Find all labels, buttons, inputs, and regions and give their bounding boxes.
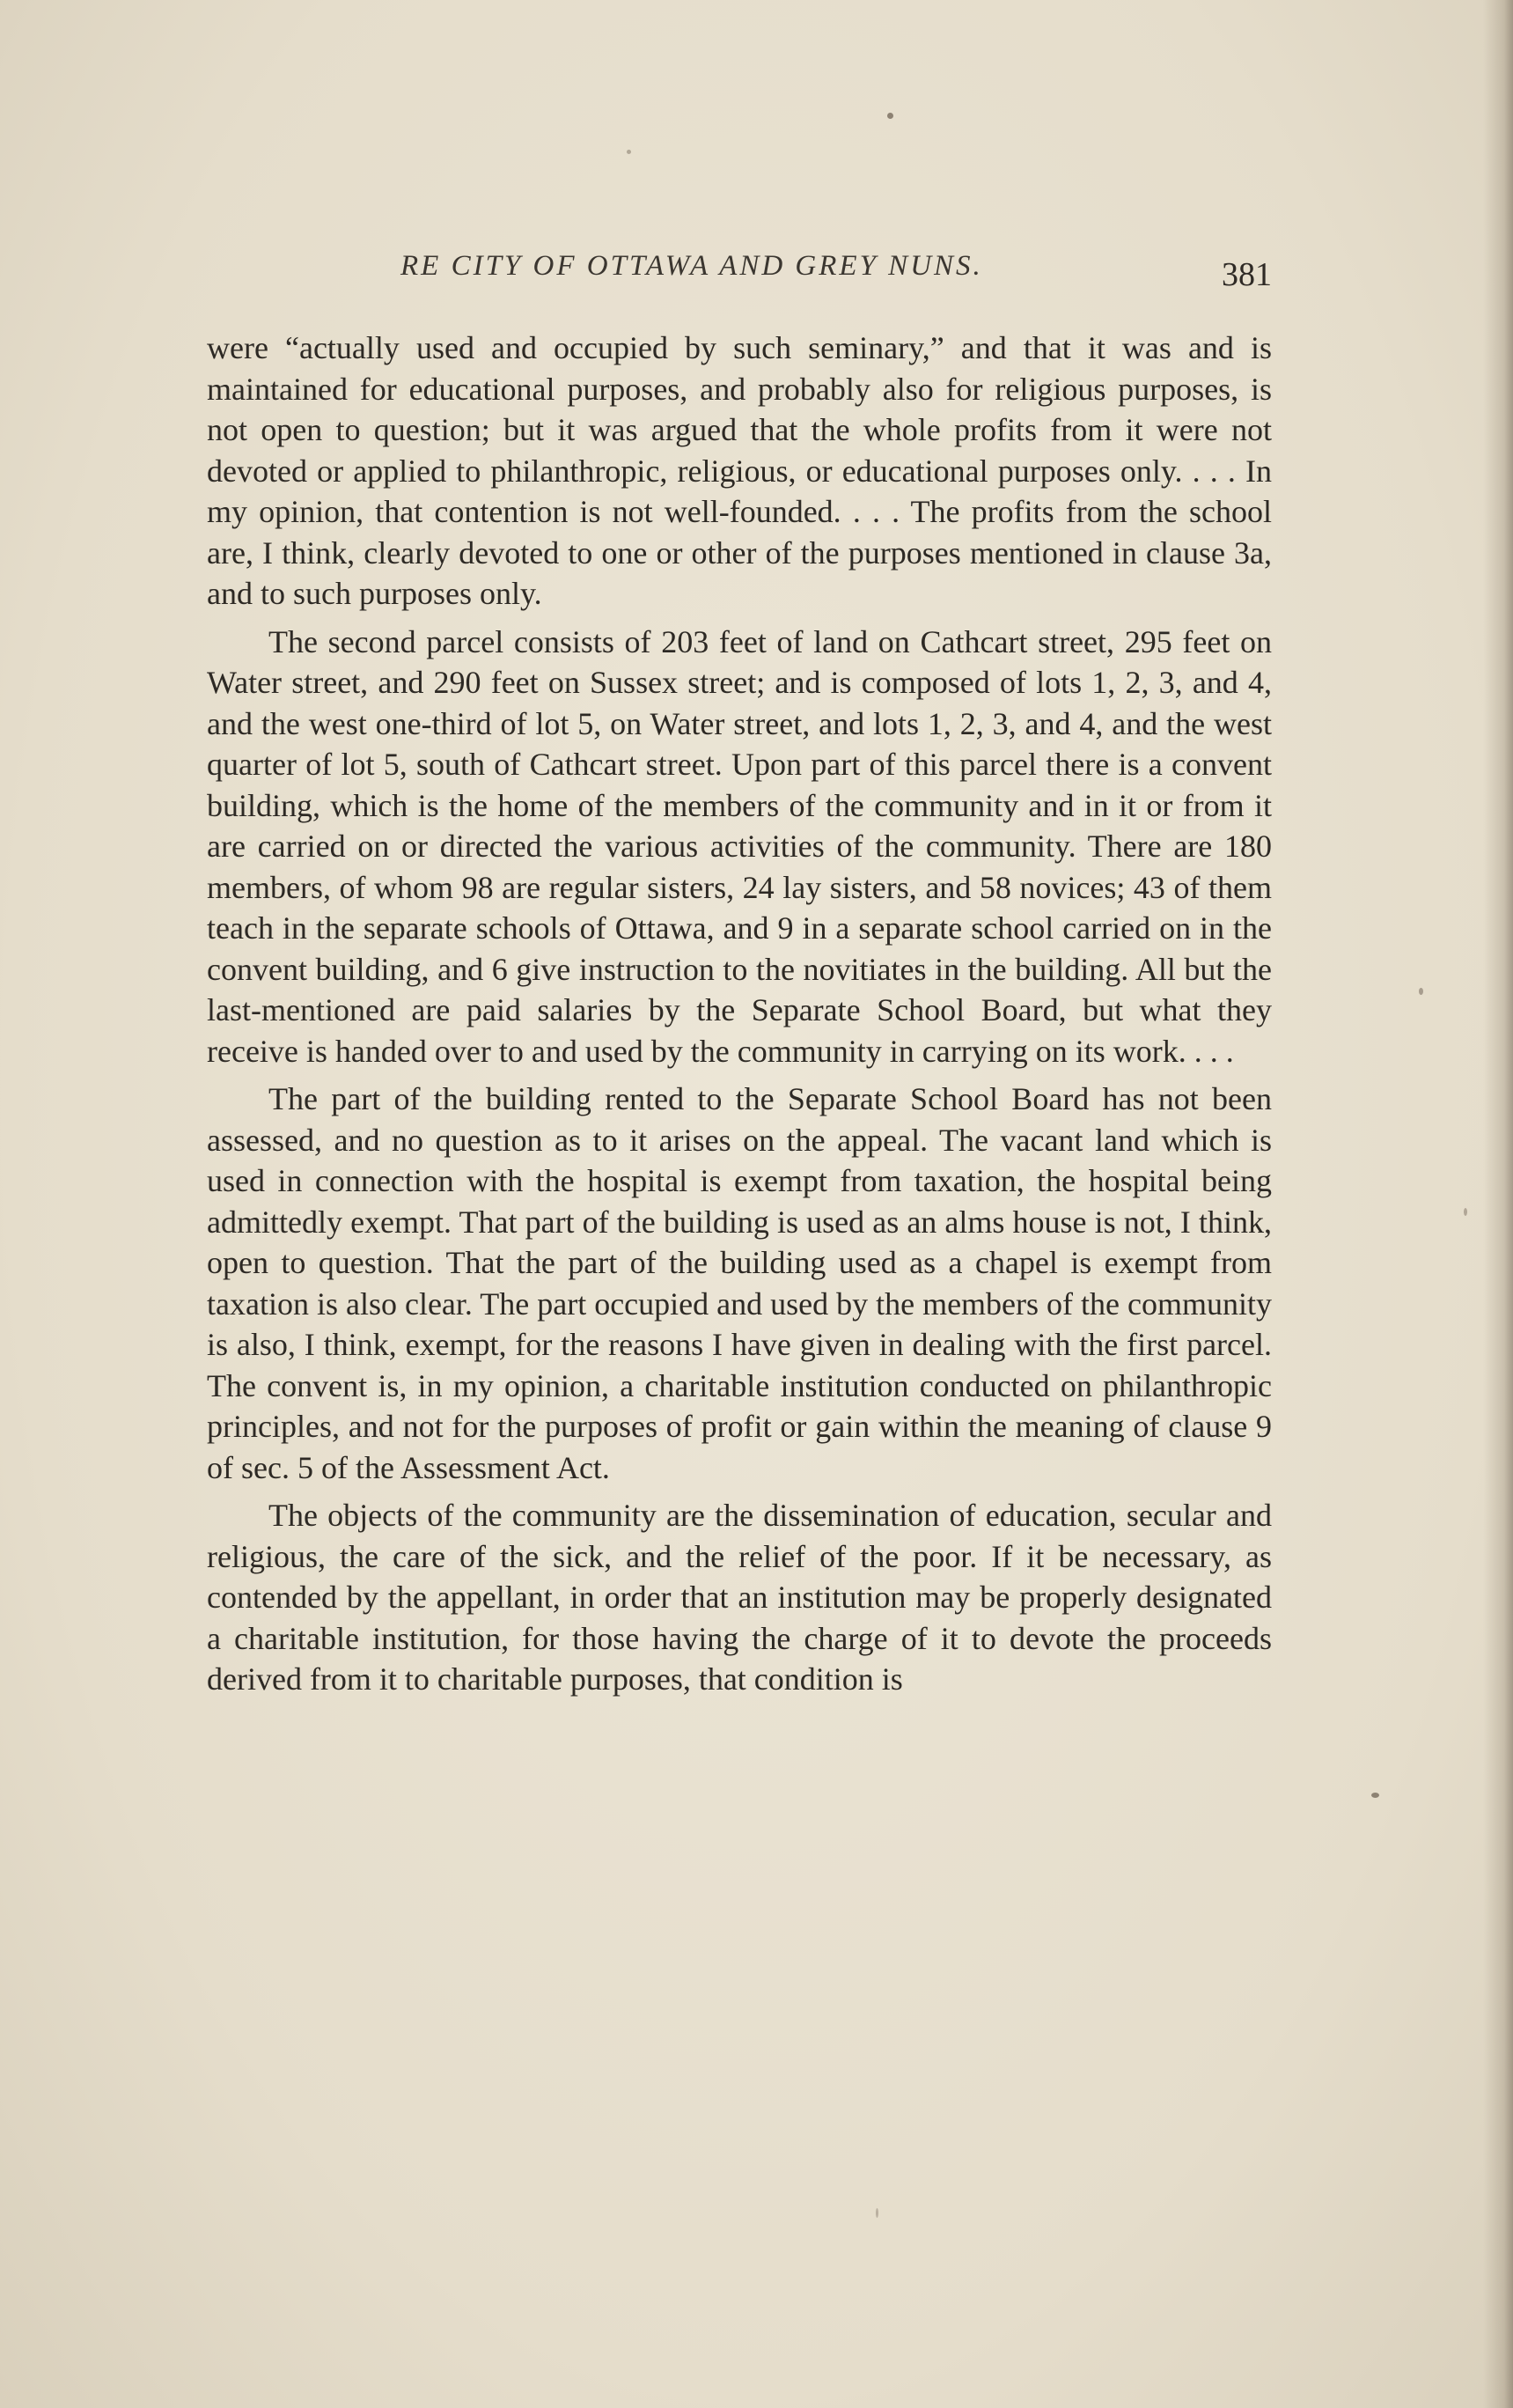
paragraph-continuation: were “actually used and occupied by such seminary,” and that it was and is maintained for educational purposes, and probably also for religious purposes, is not open to question; but it was argued that the whole profits from it were not devoted or applied to philanthropic, religious, or educational purposes only. . . . In my opinion, that contention is not well-founded. . . . The profits from the school are, I think, clearly devoted to one or other of the purposes mentioned in clause 3a, and to such purposes only. [207,330,1272,611]
paper-speck [1419,988,1423,995]
page-number: 381 [1222,256,1272,293]
paragraph-community-objects: The objects of the community are the dissemination of education, secular and religious, the care of the sick, and the relief of the poor. If it be necessary, as contended by the appellant, in order that an institution may be properly designated a charitable institution, for those having the charge of it to devote the proceeds derived from it to charitable purposes, that condition is [207,1498,1272,1697]
page-edge-shadow [1483,0,1513,2408]
running-title: RE CITY OF OTTAWA AND GREY NUNS. [400,250,983,282]
paper-speck [887,113,893,119]
paper-speck [1371,1793,1379,1798]
body-text [207,328,1272,1707]
paper-speck [876,2208,878,2218]
paragraph-second-parcel: The second parcel consists of 203 feet of land on Cathcart street, 295 feet on Water street, and 290 feet on Sussex street; and is composed of lots 1, 2, 3, and 4, and the west one-third of lot 5, on Water street, and lots 1, 2, 3, and 4, and the west quarter of lot 5, south of Cathcart street. Upon part of this parcel there is a convent building, which is the home of the members of the community and in it or from it are carried on or directed the various activities of the community. There are 180 members, of whom 98 are regular sisters, 24 lay sisters, and 58 novices; 43 of them teach in the separate schools of Ottawa, and 9 in a separate school carried on in the convent building, and 6 give instruction to the novitiates in the building. All but the last-mentioned are paid salaries by the Separate School Board, but what they receive is handed over to and used by the community in carrying on its work. . . . [207,623,1272,1069]
paragraph-building-use: The part of the building rented to the Separate School Board has not been assessed, and no question as to it arises on the appeal. The vacant land which is used in connection with the hospital is exempt from taxation, the hospital being admittedly exempt. That part of the building is used as an alms house is not, I think, open to question. That the part of the building used as a chapel is exempt from taxation is also clear. The part occupied and used by the members of the community is also, I think, exempt, for the reasons I have given in dealing with the first parcel. The convent is, in my opinion, a charitable institution conducted on philanthropic principles, and not for the purposes of profit or gain within the meaning of clause 9 of sec. 5 of the Assessment Act. [207,1081,1272,1485]
paper-speck [627,150,631,154]
paper-speck [1464,1208,1467,1216]
running-head [207,250,1272,303]
